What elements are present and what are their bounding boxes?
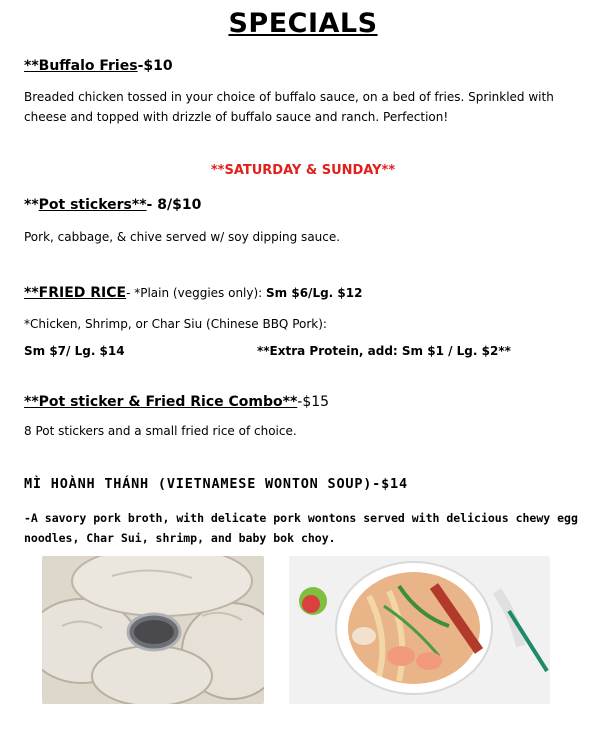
buffalo-heading (24, 58, 173, 74)
wonton-soup-photo (289, 556, 550, 704)
combo-name: **Pot sticker & Fried Rice Combo** (24, 394, 298, 410)
potstickers-photo (42, 556, 264, 704)
wonton-description: -A savory pork broth, with delicate pork wontons served with delicious chewy egg noodles, Char Sui, shrimp, and baby bok choy. (24, 511, 578, 545)
potstickers-price: - 8/$10 (146, 197, 202, 213)
potstickers-heading (24, 197, 201, 213)
buffalo-description: Breaded chicken tossed in your choice of buffalo sauce, on a bed of fries. Sprinkled with cheese and topped with drizzle of buffalo sauce and ranch. Perfection! (24, 90, 554, 124)
combo-heading (24, 391, 329, 410)
potstickers-description: Pork, cabbage, & chive served w/ soy dipping sauce. (24, 230, 341, 244)
buffalo-name: **Buffalo Fries (24, 58, 138, 74)
combo-price: -$15 (297, 394, 330, 410)
friedrice-extra-protein: **Extra Protein, add: Sm $1 / Lg. $2** (257, 344, 511, 358)
friedrice-meat-price: Sm $7/ Lg. $14 (24, 344, 125, 358)
page-title: SPECIALS (228, 8, 378, 39)
potstickers-name: Pot stickers** (38, 197, 147, 213)
friedrice-name: **FRIED RICE (24, 285, 127, 301)
buffalo-price: -$10 (137, 58, 173, 74)
friedrice-meat-line: *Chicken, Shrimp, or Char Siu (Chinese BBQ Pork): (24, 317, 327, 331)
wonton-heading: MÌ HOÀNH THÁNH (VIETNAMESE WONTON SOUP)-$14 (24, 476, 408, 492)
combo-description: 8 Pot stickers and a small fried rice of choice. (24, 424, 297, 438)
friedrice-heading (24, 285, 362, 301)
weekend-banner: **SATURDAY & SUNDAY** (210, 163, 396, 178)
friedrice-plain-price: Sm $6/Lg. $12 (266, 286, 363, 300)
wonton-soup-illustration (289, 556, 550, 704)
potstickers-prefix: ** (24, 197, 39, 213)
potstickers-illustration (42, 556, 264, 704)
friedrice-plain-label: - *Plain (veggies only): (126, 286, 267, 300)
